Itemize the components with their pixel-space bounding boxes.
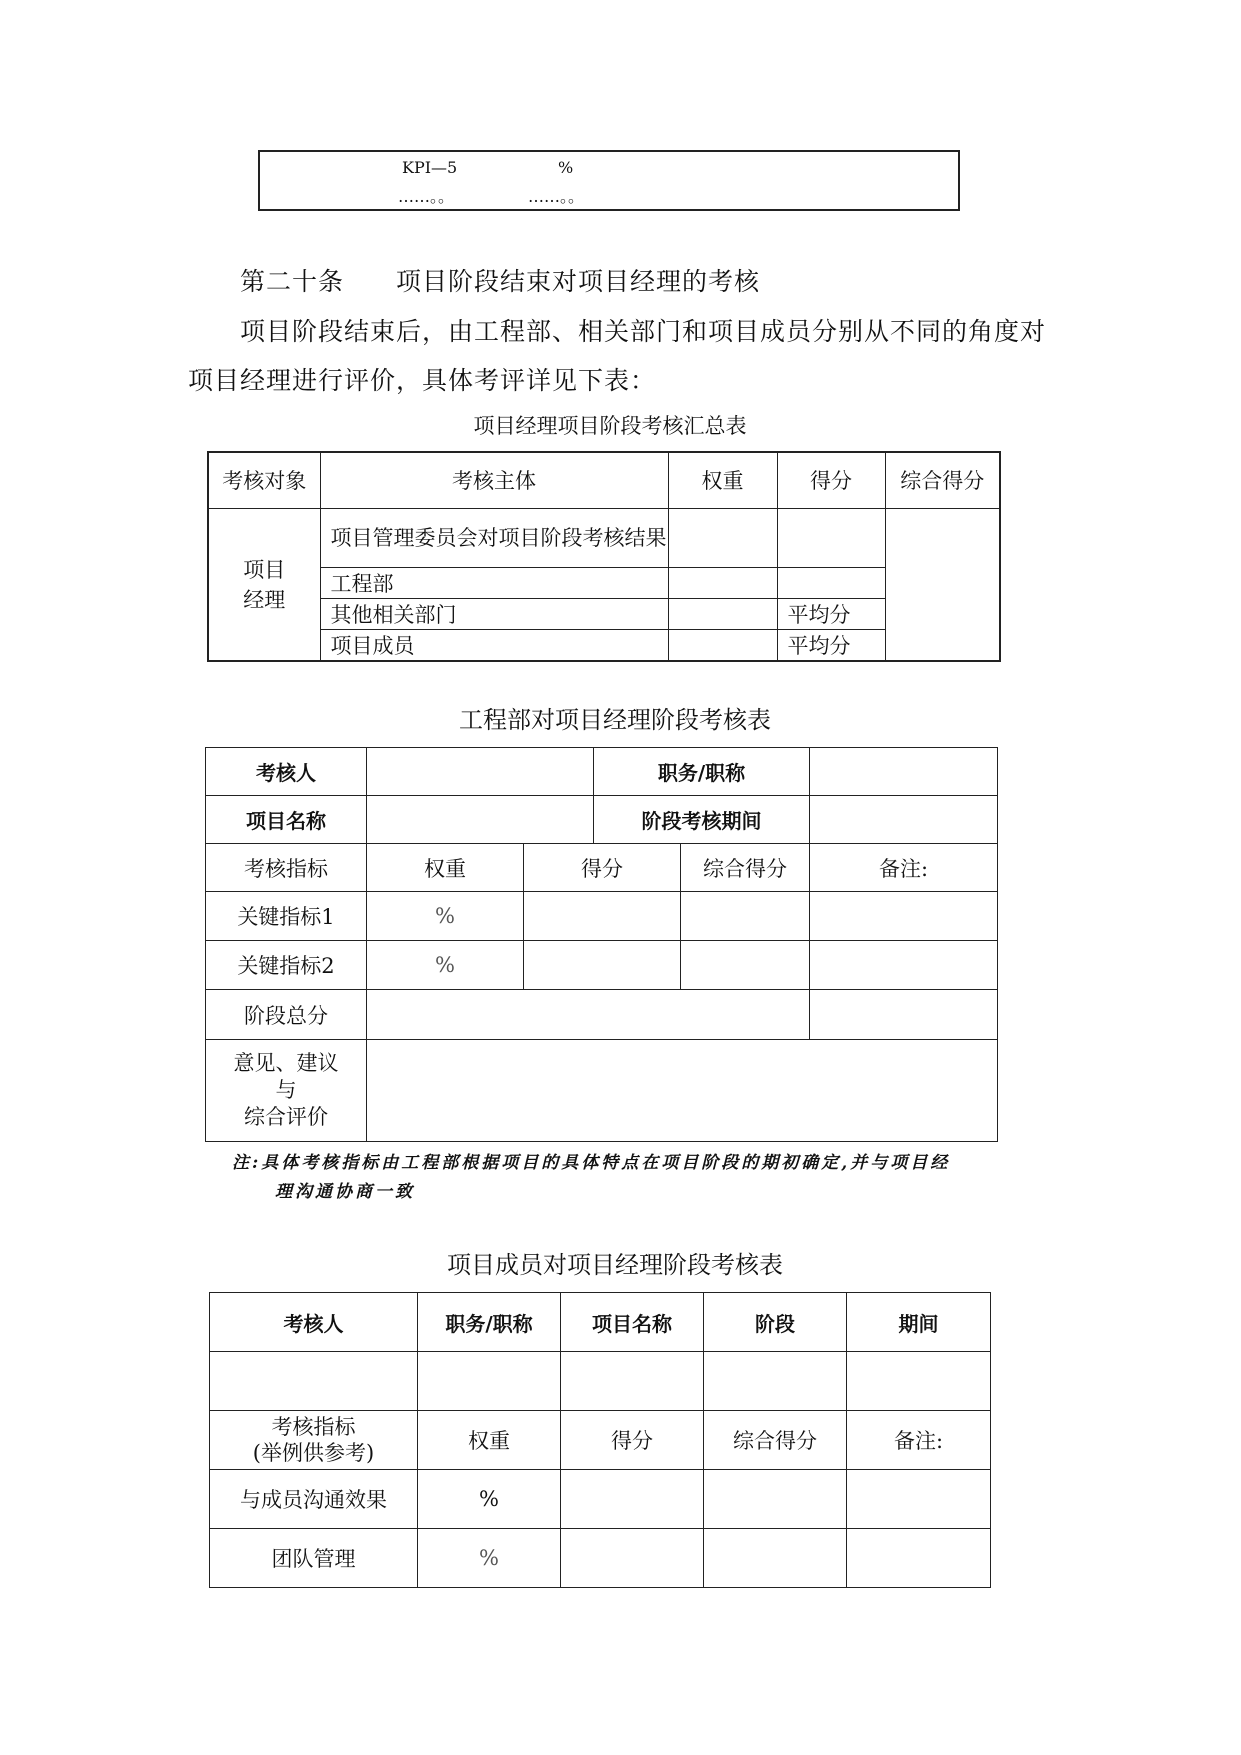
article-line-2: 项目经理进行评价，具体考评详见下表： <box>188 366 657 395</box>
member-value-assessor <box>210 1352 418 1411</box>
member-header-period: 期间 <box>847 1293 991 1352</box>
summary-header-total: 综合得分 <box>885 452 1000 508</box>
summary-header-weight: 权重 <box>668 452 777 508</box>
dept-row-indicator: 关键指标1 <box>206 892 367 941</box>
dept-header-remark: 备注: <box>810 844 998 892</box>
member-subheader-score: 得分 <box>561 1411 704 1470</box>
member-subheader-indicator <box>210 1411 418 1470</box>
member-subheader-weight: 权重 <box>418 1411 561 1470</box>
dept-note-line-1: 注:具体考核指标由工程部根据项目的具体特点在项目阶段的期初确定,并与项目经 <box>232 1153 951 1173</box>
dept-row-total <box>681 941 810 990</box>
member-subheader-indicator-line-1: 考核指标 <box>271 1415 356 1439</box>
member-subheader-indicator-line-2: (举例供参考) <box>252 1441 375 1465</box>
summary-row-score: 平均分 <box>777 598 885 629</box>
summary-header-score: 得分 <box>777 452 885 508</box>
dept-comments-line-2: 与 <box>275 1078 297 1102</box>
dept-header-indicator: 考核指标 <box>206 844 367 892</box>
dept-total-value <box>367 990 810 1040</box>
dept-total-label: 阶段总分 <box>206 990 367 1040</box>
dept-row-score <box>524 892 681 941</box>
member-header-stage: 阶段 <box>704 1293 847 1352</box>
kpi-label: KPI—5 <box>402 158 458 177</box>
dept-period-value <box>810 796 998 844</box>
dept-position-label: 职务/职称 <box>594 748 810 796</box>
dept-assessor-label: 考核人 <box>206 748 367 796</box>
dept-assessor-value <box>367 748 594 796</box>
dept-header-score: 得分 <box>524 844 681 892</box>
summary-row-weight <box>668 508 777 567</box>
member-value-stage <box>704 1352 847 1411</box>
dept-comments-line-3: 综合评价 <box>244 1105 328 1129</box>
member-row-remark <box>847 1470 991 1529</box>
dept-row-remark <box>810 892 998 941</box>
member-value-position <box>418 1352 561 1411</box>
article-heading: 第二十条 项目阶段结束对项目经理的考核 <box>240 267 761 296</box>
summary-object-cell <box>208 508 320 661</box>
dept-row-total <box>681 892 810 941</box>
member-subheader-total: 综合得分 <box>704 1411 847 1470</box>
member-row-score <box>561 1529 704 1588</box>
summary-row-subject: 项目管理委员会对项目阶段考核结果 <box>320 508 668 567</box>
summary-row-subject: 其他相关部门 <box>320 598 668 629</box>
member-row-weight: % <box>418 1529 561 1588</box>
summary-object-line-1: 项目 <box>243 558 286 582</box>
summary-table-caption: 项目经理项目阶段考核汇总表 <box>473 414 747 438</box>
member-header-position: 职务/职称 <box>418 1293 561 1352</box>
summary-total-cell <box>885 508 1000 661</box>
summary-header-subject: 考核主体 <box>320 452 668 508</box>
member-table <box>209 1292 991 1588</box>
summary-row-score <box>777 508 885 567</box>
kpi-dots-left: ……。。 <box>398 187 455 206</box>
summary-row-weight <box>668 598 777 629</box>
dept-project-name-value <box>367 796 594 844</box>
summary-row-subject: 工程部 <box>320 567 668 598</box>
member-row-total <box>704 1470 847 1529</box>
article-line-1: 项目阶段结束后，由工程部、相关部门和项目成员分别从不同的角度对 <box>240 317 1047 346</box>
dept-comments-value <box>367 1040 998 1142</box>
kpi-box <box>258 150 960 211</box>
member-row-total <box>704 1529 847 1588</box>
dept-row-indicator: 关键指标2 <box>206 941 367 990</box>
summary-row-subject: 项目成员 <box>320 629 668 661</box>
summary-object-line-2: 经理 <box>243 588 286 612</box>
member-header-project: 项目名称 <box>561 1293 704 1352</box>
dept-table <box>205 747 998 1142</box>
dept-row-weight: % <box>367 941 524 990</box>
member-header-assessor: 考核人 <box>210 1293 418 1352</box>
member-row-remark <box>847 1529 991 1588</box>
member-row-indicator: 团队管理 <box>210 1529 418 1588</box>
dept-note-line-2: 理沟通协商一致 <box>275 1182 415 1202</box>
member-row-score <box>561 1470 704 1529</box>
member-table-caption: 项目成员对项目经理阶段考核表 <box>447 1251 783 1279</box>
summary-row-score: 平均分 <box>777 629 885 661</box>
member-row-indicator: 与成员沟通效果 <box>210 1470 418 1529</box>
dept-position-value <box>810 748 998 796</box>
summary-row-score <box>777 567 885 598</box>
dept-comments-line-1: 意见、建议 <box>233 1051 339 1075</box>
dept-row-score <box>524 941 681 990</box>
dept-total-remark <box>810 990 998 1040</box>
member-row-weight: % <box>418 1470 561 1529</box>
dept-row-remark <box>810 941 998 990</box>
dept-comments-label <box>206 1040 367 1142</box>
kpi-dots-right: ……。。 <box>528 187 585 206</box>
summary-table <box>207 451 1001 662</box>
dept-project-name-label: 项目名称 <box>206 796 367 844</box>
dept-row-weight: % <box>367 892 524 941</box>
dept-table-caption: 工程部对项目经理阶段考核表 <box>459 706 771 734</box>
dept-period-label: 阶段考核期间 <box>594 796 810 844</box>
dept-header-weight: 权重 <box>367 844 524 892</box>
dept-header-total: 综合得分 <box>681 844 810 892</box>
summary-row-weight <box>668 567 777 598</box>
member-subheader-remark: 备注: <box>847 1411 991 1470</box>
summary-header-object: 考核对象 <box>208 452 320 508</box>
kpi-percent: % <box>558 158 574 177</box>
summary-row-weight <box>668 629 777 661</box>
member-value-period <box>847 1352 991 1411</box>
member-value-project <box>561 1352 704 1411</box>
